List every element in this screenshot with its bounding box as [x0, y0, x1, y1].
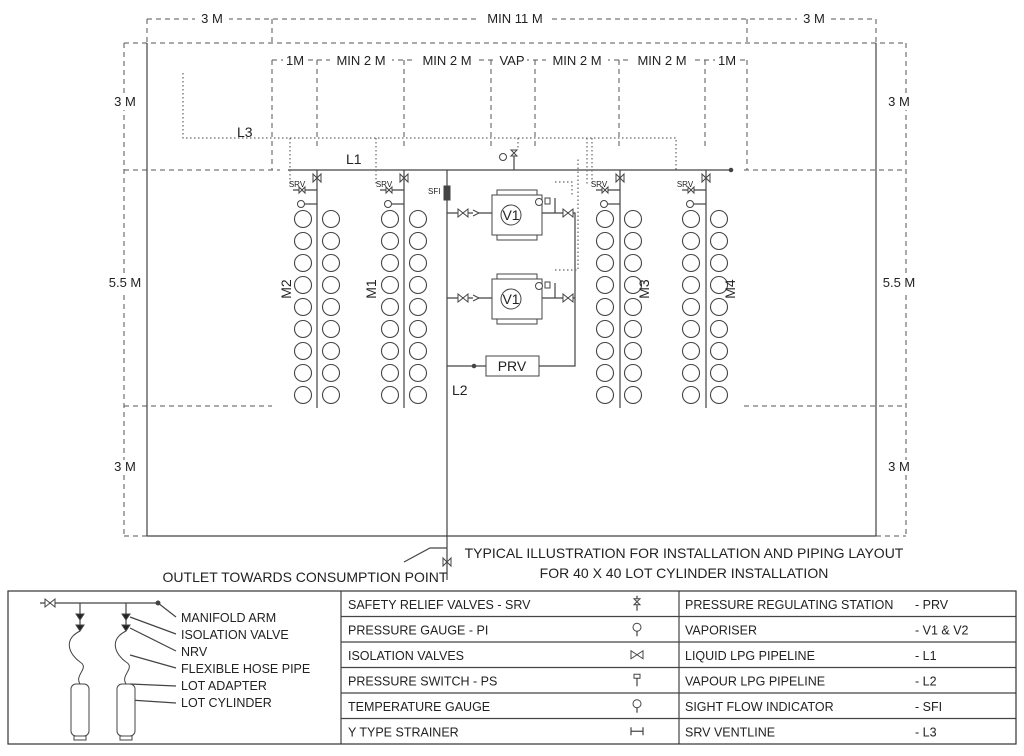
lot-cylinder — [711, 233, 728, 250]
lot-cylinder — [625, 343, 642, 360]
isolation-valve-symbol — [563, 209, 573, 217]
manifold-label: M2 — [278, 279, 294, 299]
lot-cylinder — [683, 321, 700, 338]
legend-leader — [130, 684, 176, 686]
prv-label: PRV — [497, 358, 527, 374]
lot-cylinder — [382, 255, 399, 272]
lot-cylinder — [597, 299, 614, 316]
legend-lot-cylinder — [71, 684, 89, 736]
lot-cylinder — [410, 321, 427, 338]
dim-label-top-left: 3 M — [201, 11, 223, 26]
lot-cylinder — [382, 211, 399, 228]
pipe-end — [156, 601, 160, 605]
legend-cylinder-base — [74, 736, 86, 740]
lot-cylinder — [323, 299, 340, 316]
pipe-end — [729, 168, 733, 172]
lot-cylinder — [323, 277, 340, 294]
y-strainer-symbol — [473, 210, 479, 216]
lot-cylinder — [295, 365, 312, 382]
legend-middle-label: TEMPERATURE GAUGE — [348, 699, 491, 714]
legend-left-label: NRV — [181, 645, 208, 659]
vaporiser-label: V1 — [502, 291, 520, 307]
pressure-gauge-symbol — [385, 201, 392, 208]
lot-cylinder — [323, 211, 340, 228]
isolation-valve-symbol — [458, 294, 468, 302]
legend-leader — [130, 655, 176, 668]
pressure-gauge-symbol — [687, 201, 694, 208]
lot-cylinder — [625, 233, 642, 250]
legend-middle-label: PRESSURE GAUGE - PI — [348, 623, 489, 638]
caption-line-1: TYPICAL ILLUSTRATION FOR INSTALLATION AND PIPING LAYOUT — [464, 545, 904, 561]
lot-cylinder — [382, 277, 399, 294]
vaporiser-cap — [497, 319, 537, 324]
isolation-valve-symbol — [458, 209, 468, 217]
legend-right-name: SIGHT FLOW INDICATOR — [685, 699, 834, 714]
lot-cylinder — [711, 343, 728, 360]
lot-cylinder — [711, 365, 728, 382]
lot-cylinder — [295, 233, 312, 250]
lot-cylinder — [323, 255, 340, 272]
lot-cylinder — [683, 365, 700, 382]
legend-right-name: VAPOUR LPG PIPELINE — [685, 674, 826, 689]
gauge-symbol — [536, 199, 543, 206]
temperature-gauge-legend-icon — [633, 700, 641, 708]
lot-cylinder — [597, 211, 614, 228]
lot-cylinder — [597, 255, 614, 272]
lot-cylinder — [410, 233, 427, 250]
lot-cylinder — [683, 343, 700, 360]
legend-leader — [158, 603, 176, 617]
legend-flexible-hose — [69, 631, 83, 684]
legend-right-code: - SFI — [915, 699, 943, 714]
lot-cylinder — [410, 343, 427, 360]
isolation-valve-symbol — [45, 599, 55, 607]
spacing-label: 1M — [717, 53, 737, 68]
lot-cylinder — [323, 365, 340, 382]
legend-nrv — [76, 625, 84, 631]
outlet-leader — [404, 548, 447, 562]
lot-cylinder — [382, 321, 399, 338]
lot-cylinder — [683, 233, 700, 250]
lot-cylinder — [382, 233, 399, 250]
label-l3: L3 — [237, 124, 253, 140]
legend-left-label: ISOLATION VALVE — [181, 628, 289, 642]
vaporiser-cap — [497, 274, 537, 279]
legend-right-code: - L1 — [915, 648, 937, 663]
srv-label: SRV — [676, 180, 694, 189]
manifold-label: M4 — [722, 279, 738, 299]
isolation-valve-symbol — [563, 294, 573, 302]
lot-cylinder — [597, 233, 614, 250]
lot-cylinder — [625, 321, 642, 338]
srv-label: SRV — [288, 180, 306, 189]
legend-isolation-valve — [76, 614, 84, 620]
lot-cylinder — [683, 211, 700, 228]
lot-cylinder — [711, 321, 728, 338]
lot-cylinder — [295, 255, 312, 272]
legend-middle-label: ISOLATION VALVES — [348, 648, 465, 663]
lot-cylinder — [295, 387, 312, 404]
outlet-label: OUTLET TOWARDS CONSUMPTION POINT — [162, 569, 448, 585]
lot-cylinder — [295, 299, 312, 316]
y-strainer-symbol — [473, 295, 479, 301]
pressure-switch-symbol — [545, 198, 550, 204]
srv-legend-icon — [634, 599, 640, 605]
manifold-label: M1 — [363, 279, 379, 299]
legend-left-label: MANIFOLD ARM — [181, 611, 277, 625]
lot-cylinder — [597, 387, 614, 404]
gauge-symbol — [500, 154, 507, 161]
lot-cylinder — [597, 365, 614, 382]
lot-cylinder — [382, 365, 399, 382]
legend-right-code: - L3 — [915, 725, 937, 740]
legend-left-label: LOT CYLINDER — [181, 696, 272, 710]
manifold-label: M3 — [636, 279, 652, 299]
spacing-label: MIN 2 M — [422, 53, 472, 68]
lot-cylinder — [410, 365, 427, 382]
gauge-symbol — [536, 283, 543, 290]
lot-cylinder — [711, 211, 728, 228]
lot-cylinder — [711, 387, 728, 404]
lot-cylinder — [625, 365, 642, 382]
lot-cylinder — [323, 321, 340, 338]
sfi-label: SFI — [428, 187, 441, 196]
pressure-switch-legend-icon — [634, 674, 640, 678]
legend-right-name: SRV VENTLINE — [685, 725, 776, 740]
legend-right-code: - PRV — [915, 597, 949, 612]
dim-label-left: 5.5 M — [108, 275, 142, 290]
legend-left-label: LOT ADAPTER — [181, 679, 267, 693]
lot-cylinder — [295, 321, 312, 338]
lot-cylinder — [410, 387, 427, 404]
pressure-gauge-legend-icon — [633, 623, 641, 631]
legend-flexible-hose — [115, 631, 129, 684]
lot-cylinder — [683, 277, 700, 294]
label-l1: L1 — [346, 151, 362, 167]
legend-middle-label: SAFETY RELIEF VALVES - SRV — [348, 597, 531, 612]
legend-lot-cylinder — [117, 684, 135, 736]
pressure-gauge-symbol — [298, 201, 305, 208]
lot-cylinder — [683, 255, 700, 272]
lot-cylinder — [625, 387, 642, 404]
legend-right-name: PRESSURE REGULATING STATION — [685, 597, 894, 612]
srv-valve-symbol — [511, 150, 517, 156]
dim-label-left: 3 M — [114, 459, 136, 474]
lot-cylinder — [625, 211, 642, 228]
dim-label-right: 5.5 M — [882, 275, 916, 290]
lot-cylinder — [683, 299, 700, 316]
lot-cylinder — [597, 343, 614, 360]
ventline-branch — [555, 182, 572, 196]
dim-label-top-center: MIN 11 M — [487, 11, 543, 26]
lot-cylinder — [295, 277, 312, 294]
lot-cylinder — [295, 211, 312, 228]
lot-cylinder — [410, 299, 427, 316]
pressure-gauge-symbol — [601, 201, 608, 208]
pressure-switch-symbol — [545, 282, 550, 288]
dim-label-top-right: 3 M — [803, 11, 825, 26]
vaporiser-label: V1 — [502, 207, 520, 223]
legend-cylinder-base — [120, 736, 132, 740]
legend-right-code: - L2 — [915, 674, 937, 689]
sight-flow-indicator — [444, 186, 450, 200]
lot-cylinder — [625, 255, 642, 272]
spacing-label: 1M — [285, 53, 305, 68]
legend-right-name: VAPORISER — [685, 623, 758, 638]
lot-cylinder — [323, 233, 340, 250]
legend-nrv — [122, 625, 130, 631]
lot-cylinder — [597, 321, 614, 338]
legend-middle-label: Y TYPE STRAINER — [348, 725, 459, 740]
pipe-joint — [472, 364, 476, 368]
dim-label-right: 3 M — [888, 459, 910, 474]
legend-middle-label: PRESSURE SWITCH - PS — [348, 674, 498, 689]
lot-cylinder — [410, 277, 427, 294]
caption-line-2: FOR 40 X 40 LOT CYLINDER INSTALLATION — [539, 565, 829, 581]
srv-label: SRV — [590, 180, 608, 189]
lot-cylinder — [382, 343, 399, 360]
dim-label-right: 3 M — [888, 94, 910, 109]
lot-cylinder — [625, 299, 642, 316]
spacing-label: MIN 2 M — [336, 53, 386, 68]
lot-cylinder — [323, 343, 340, 360]
lot-cylinder — [410, 255, 427, 272]
lot-cylinder — [382, 299, 399, 316]
lot-cylinder — [410, 211, 427, 228]
isolation-valve-legend-icon — [631, 651, 643, 659]
spacing-label: MIN 2 M — [552, 53, 602, 68]
dim-label-left: 3 M — [114, 94, 136, 109]
legend-leader — [130, 700, 176, 703]
lot-cylinder — [295, 343, 312, 360]
label-l2: L2 — [452, 382, 468, 398]
legend-right-name: LIQUID LPG PIPELINE — [685, 648, 815, 663]
lot-cylinder — [683, 387, 700, 404]
vaporiser-cap — [497, 190, 537, 195]
legend-right-code: - V1 & V2 — [915, 623, 969, 638]
legend-isolation-valve — [122, 614, 130, 620]
srv-label: SRV — [375, 180, 393, 189]
spacing-label: MIN 2 M — [637, 53, 687, 68]
srv-ventline-l3 — [183, 73, 676, 170]
spacing-label: VAP — [499, 53, 525, 68]
legend-left-label: FLEXIBLE HOSE PIPE — [181, 662, 311, 676]
lot-cylinder — [382, 387, 399, 404]
vaporiser-outlet-top — [539, 213, 575, 366]
lot-cylinder — [597, 277, 614, 294]
lot-cylinder — [711, 299, 728, 316]
vaporiser-cap — [497, 235, 537, 240]
lot-cylinder — [323, 387, 340, 404]
lot-cylinder — [711, 255, 728, 272]
